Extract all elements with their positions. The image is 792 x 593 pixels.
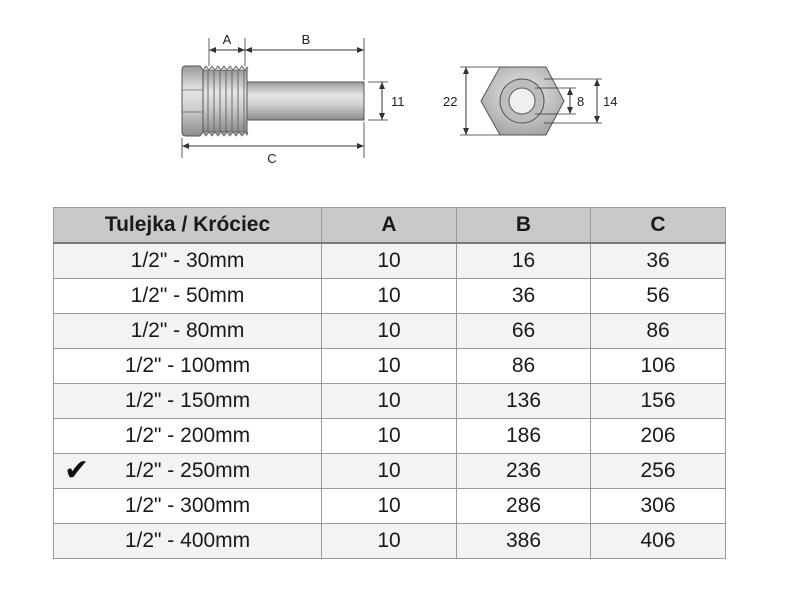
size-label: 1/2" - 50mm bbox=[130, 284, 245, 307]
cell-c: 256 bbox=[591, 454, 726, 489]
cell-c: 36 bbox=[591, 243, 726, 279]
dim-outer-label: 14 bbox=[603, 94, 618, 109]
cell-size bbox=[54, 314, 322, 349]
table-row bbox=[54, 419, 726, 454]
table-row bbox=[54, 384, 726, 419]
dim-c-label: C bbox=[267, 151, 277, 166]
header-c: C bbox=[591, 208, 726, 244]
dim-hex-label: 22 bbox=[443, 94, 458, 109]
cell-b: 16 bbox=[457, 243, 591, 279]
cell-a: 10 bbox=[322, 314, 457, 349]
header-size: Tulejka / Króciec bbox=[54, 208, 322, 244]
cell-a: 10 bbox=[322, 384, 457, 419]
size-label: 1/2" - 300mm bbox=[124, 494, 251, 517]
thread bbox=[203, 70, 247, 132]
cell-size bbox=[54, 279, 322, 314]
dim-a-label: A bbox=[222, 32, 232, 47]
cell-a: 10 bbox=[322, 349, 457, 384]
cell-c: 306 bbox=[591, 489, 726, 524]
spec-table bbox=[53, 207, 726, 559]
cell-a: 10 bbox=[322, 524, 457, 559]
cell-b: 186 bbox=[457, 419, 591, 454]
cell-c: 406 bbox=[591, 524, 726, 559]
tube bbox=[247, 82, 364, 120]
end-view bbox=[443, 67, 617, 135]
table-row bbox=[54, 349, 726, 384]
dim-inner-label: 8 bbox=[577, 94, 585, 109]
table-header-row bbox=[54, 208, 726, 244]
side-view bbox=[182, 32, 405, 166]
size-label: 1/2" - 250mm bbox=[124, 459, 251, 482]
cell-b: 286 bbox=[457, 489, 591, 524]
size-label: 1/2" - 200mm bbox=[124, 424, 251, 447]
table-row bbox=[54, 314, 726, 349]
header-a: A bbox=[322, 208, 457, 244]
technical-drawing bbox=[0, 0, 792, 190]
table-row bbox=[54, 279, 726, 314]
cell-size bbox=[54, 454, 322, 489]
cell-c: 206 bbox=[591, 419, 726, 454]
cell-b: 66 bbox=[457, 314, 591, 349]
cell-b: 86 bbox=[457, 349, 591, 384]
dim-diameter-label: 11 bbox=[391, 94, 405, 109]
table-row bbox=[54, 524, 726, 559]
cell-a: 10 bbox=[322, 243, 457, 279]
hex-head bbox=[182, 66, 203, 136]
cell-size bbox=[54, 524, 322, 559]
cell-a: 10 bbox=[322, 419, 457, 454]
cell-size bbox=[54, 419, 322, 454]
cell-b: 386 bbox=[457, 524, 591, 559]
cell-a: 10 bbox=[322, 489, 457, 524]
check-icon: ✔ bbox=[64, 453, 90, 488]
cell-size bbox=[54, 243, 322, 279]
cell-a: 10 bbox=[322, 279, 457, 314]
cell-b: 236 bbox=[457, 454, 591, 489]
cell-c: 56 bbox=[591, 279, 726, 314]
cell-size bbox=[54, 489, 322, 524]
cell-size bbox=[54, 349, 322, 384]
cell-c: 106 bbox=[591, 349, 726, 384]
dim-b-label: B bbox=[301, 32, 311, 47]
size-label: 1/2" - 80mm bbox=[130, 319, 245, 342]
cell-size bbox=[54, 384, 322, 419]
cell-c: 156 bbox=[591, 384, 726, 419]
inner-bore bbox=[509, 88, 535, 114]
table-row-selected bbox=[54, 454, 726, 489]
table-row bbox=[54, 243, 726, 279]
header-b: B bbox=[457, 208, 591, 244]
cell-b: 136 bbox=[457, 384, 591, 419]
size-label: 1/2" - 400mm bbox=[124, 529, 251, 552]
size-label: 1/2" - 100mm bbox=[124, 354, 251, 377]
size-label: 1/2" - 150mm bbox=[124, 389, 251, 412]
size-label: 1/2" - 30mm bbox=[130, 249, 245, 272]
table-row bbox=[54, 489, 726, 524]
cell-c: 86 bbox=[591, 314, 726, 349]
cell-a: 10 bbox=[322, 454, 457, 489]
cell-b: 36 bbox=[457, 279, 591, 314]
